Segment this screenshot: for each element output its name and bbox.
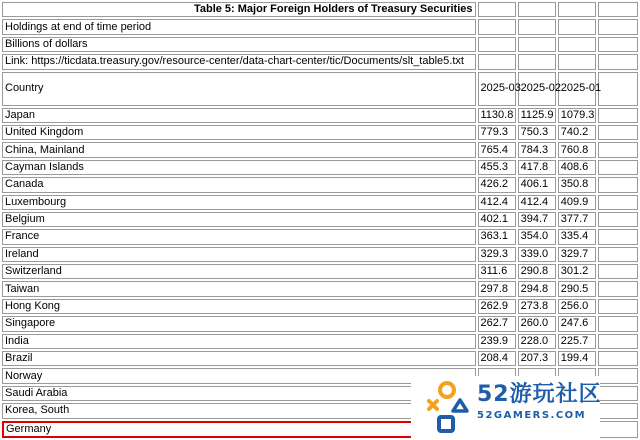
empty-cell: [598, 264, 638, 279]
table-subtitle-units: Billions of dollars: [2, 37, 476, 52]
country-cell: United Kingdom: [2, 125, 476, 140]
empty-cell: [478, 54, 516, 69]
subtitle-row: [2, 19, 638, 34]
value-cell: 335.4: [558, 229, 596, 244]
header-row: [2, 72, 638, 106]
country-cell: Norway: [2, 368, 476, 383]
value-cell: 394.7: [518, 212, 556, 227]
value-cell: 290.8: [518, 264, 556, 279]
table-row: [2, 229, 638, 244]
empty-cell: [598, 281, 638, 296]
empty-cell: [598, 160, 638, 175]
empty-cell: [598, 177, 638, 192]
value-cell: 740.2: [558, 125, 596, 140]
value-cell: 329.7: [558, 247, 596, 262]
subtitle-row: [2, 37, 638, 52]
value-cell: 350.8: [558, 177, 596, 192]
value-cell: 273.8: [518, 299, 556, 314]
empty-cell: [598, 316, 638, 331]
title-row: [2, 2, 638, 17]
value-cell: 262.9: [478, 299, 516, 314]
watermark: [411, 376, 600, 439]
value-cell: 784.3: [518, 142, 556, 157]
watermark-domain: 52GAMERS.COM: [477, 410, 587, 421]
table-row: [2, 160, 638, 175]
value-cell: 239.9: [478, 334, 516, 349]
table-row: [2, 125, 638, 140]
empty-cell: [598, 212, 638, 227]
link-row: [2, 54, 638, 69]
value-cell: 408.6: [558, 160, 596, 175]
empty-cell: [598, 37, 638, 52]
empty-cell: [598, 421, 638, 438]
table-row: [2, 299, 638, 314]
value-cell: 354.0: [518, 229, 556, 244]
value-cell: 199.4: [558, 351, 596, 366]
country-cell: Singapore: [2, 316, 476, 331]
empty-cell: [598, 2, 638, 17]
country-cell: India: [2, 334, 476, 349]
value-cell: 377.7: [558, 212, 596, 227]
value-cell: 329.3: [478, 247, 516, 262]
empty-cell: [598, 125, 638, 140]
empty-cell: [598, 247, 638, 262]
empty-cell: [598, 229, 638, 244]
empty-cell: [598, 334, 638, 349]
value-cell: 363.1: [478, 229, 516, 244]
table-row: [2, 351, 638, 366]
value-cell: 779.3: [478, 125, 516, 140]
table-row: [2, 281, 638, 296]
empty-cell: [598, 108, 638, 123]
empty-cell: [598, 142, 638, 157]
value-cell: 297.8: [478, 281, 516, 296]
value-cell: 412.4: [518, 195, 556, 210]
column-header-country: Country: [2, 72, 476, 106]
country-cell: Japan: [2, 108, 476, 123]
empty-cell: [598, 403, 638, 418]
empty-cell: [478, 2, 516, 17]
value-cell: 455.3: [478, 160, 516, 175]
value-cell: 760.8: [558, 142, 596, 157]
empty-cell: [598, 351, 638, 366]
table-row: [2, 212, 638, 227]
value-cell: 301.2: [558, 264, 596, 279]
column-header-period: 2025-01: [558, 72, 596, 106]
table-row: [2, 334, 638, 349]
table-row: [2, 316, 638, 331]
value-cell: 402.1: [478, 212, 516, 227]
value-cell: 311.6: [478, 264, 516, 279]
empty-cell: [598, 368, 638, 383]
empty-cell: [478, 37, 516, 52]
country-cell: Belgium: [2, 212, 476, 227]
value-cell: 412.4: [478, 195, 516, 210]
value-cell: 228.0: [518, 334, 556, 349]
empty-cell: [558, 19, 596, 34]
value-cell: 294.8: [518, 281, 556, 296]
country-cell: Ireland: [2, 247, 476, 262]
value-cell: 207.3: [518, 351, 556, 366]
table-row: [2, 142, 638, 157]
empty-cell: [598, 195, 638, 210]
empty-cell: [598, 72, 638, 106]
value-cell: 1130.8: [478, 108, 516, 123]
empty-cell: [558, 37, 596, 52]
table-row: [2, 177, 638, 192]
value-cell: 339.0: [518, 247, 556, 262]
table-row: [2, 247, 638, 262]
gamepad-logo-icon: [423, 380, 471, 434]
empty-cell: [478, 19, 516, 34]
value-cell: 247.6: [558, 316, 596, 331]
country-cell: Saudi Arabia: [2, 386, 476, 401]
value-cell: 765.4: [478, 142, 516, 157]
value-cell: 750.3: [518, 125, 556, 140]
country-cell: France: [2, 229, 476, 244]
value-cell: 1079.3: [558, 108, 596, 123]
value-cell: 409.9: [558, 195, 596, 210]
value-cell: 290.5: [558, 281, 596, 296]
country-cell: Switzerland: [2, 264, 476, 279]
country-cell: Luxembourg: [2, 195, 476, 210]
table-subtitle-holdings: Holdings at end of time period: [2, 19, 476, 34]
country-cell: Cayman Islands: [2, 160, 476, 175]
column-header-period: 2025-02: [518, 72, 556, 106]
empty-cell: [518, 54, 556, 69]
empty-cell: [598, 19, 638, 34]
value-cell: 426.2: [478, 177, 516, 192]
value-cell: 1125.9: [518, 108, 556, 123]
value-cell: 256.0: [558, 299, 596, 314]
source-link[interactable]: Link: https://ticdata.treasury.gov/resource-center/data-chart-center/tic/Documents/slt_table5.txt: [2, 54, 476, 69]
country-cell: Taiwan: [2, 281, 476, 296]
table-row: [2, 195, 638, 210]
table-row: [2, 264, 638, 279]
watermark-text: [477, 380, 602, 422]
empty-cell: [518, 19, 556, 34]
value-cell: 225.7: [558, 334, 596, 349]
empty-cell: [558, 54, 596, 69]
table-row: [2, 108, 638, 123]
empty-cell: [598, 54, 638, 69]
value-cell: 262.7: [478, 316, 516, 331]
country-cell: Canada: [2, 177, 476, 192]
empty-cell: [558, 2, 596, 17]
country-cell: Hong Kong: [2, 299, 476, 314]
value-cell: 406.1: [518, 177, 556, 192]
table-title: Table 5: Major Foreign Holders of Treasury Securities: [2, 2, 476, 17]
country-cell: Korea, South: [2, 403, 476, 418]
column-header-period: 2025-03: [478, 72, 516, 106]
empty-cell: [598, 386, 638, 401]
value-cell: 208.4: [478, 351, 516, 366]
empty-cell: [518, 2, 556, 17]
watermark-brand: 52游玩社区: [477, 382, 602, 407]
empty-cell: [598, 299, 638, 314]
country-cell: Germany: [2, 421, 476, 438]
empty-cell: [518, 37, 556, 52]
country-cell: Brazil: [2, 351, 476, 366]
value-cell: 417.8: [518, 160, 556, 175]
country-cell: China, Mainland: [2, 142, 476, 157]
value-cell: 260.0: [518, 316, 556, 331]
